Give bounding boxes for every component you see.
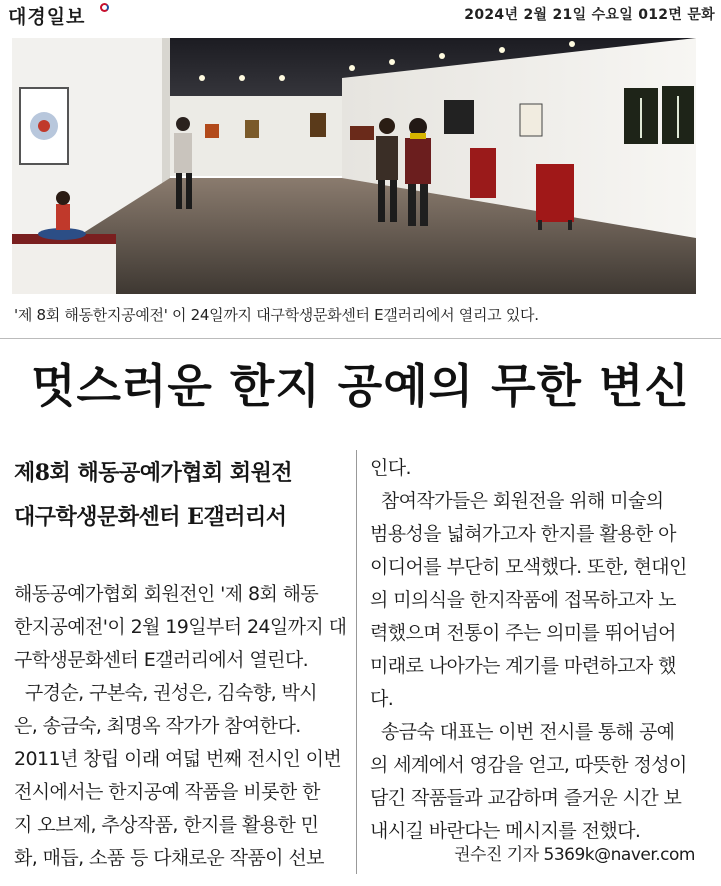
body-line: 한지공예전'이 2월 19일부터 24일까지 대 bbox=[14, 616, 347, 638]
body-line: 2011년 창립 이래 여덟 번째 전시인 이번 bbox=[14, 748, 342, 770]
body-line: 의 세계에서 영감을 얻고, 따뜻한 정성이 bbox=[370, 754, 687, 776]
body-line: 미래로 나아가는 계기를 마련하고자 했 bbox=[370, 655, 676, 677]
logo-mark-icon bbox=[100, 3, 109, 12]
article-body-right-column bbox=[370, 452, 687, 848]
body-line: 내시길 바란다는 메시지를 전했다. bbox=[370, 820, 641, 842]
caption-divider bbox=[0, 338, 721, 339]
reporter-byline: 권수진 기자 5369k@naver.com bbox=[454, 845, 695, 865]
body-line: 송금숙 대표는 이번 전시를 통해 공예 bbox=[370, 721, 675, 743]
photo-caption: '제 8회 해동한지공예전' 이 24일까지 대구학생문화센터 E갤러리에서 열리고 있다. bbox=[14, 306, 539, 324]
column-divider bbox=[356, 450, 357, 874]
body-line: 범용성을 넓혀가고자 한지를 활용한 아 bbox=[370, 523, 676, 545]
article-headline: 멋스러운 한지 공예의 무한 변신 bbox=[31, 359, 690, 413]
body-line: 구경순, 구본숙, 권성은, 김숙향, 박시 bbox=[14, 682, 317, 704]
body-line: 해동공예가협회 회원전인 '제 8회 해동 bbox=[14, 583, 319, 605]
body-line: 참여작가들은 회원전을 위해 미술의 bbox=[370, 490, 664, 512]
dateline: 2024년 2월 21일 수요일 012면 문화 bbox=[464, 7, 715, 23]
subheadline-2: 대구학생문화센터 E갤러리서 bbox=[14, 504, 287, 530]
body-line: 은, 송금숙, 최명옥 작가가 참여한다. bbox=[14, 715, 301, 737]
subheadline-1: 제8회 해동공예가협회 회원전 bbox=[14, 460, 293, 486]
body-line: 인다. bbox=[370, 457, 411, 479]
masthead bbox=[0, 0, 721, 30]
body-line: 전시에서는 한지공예 작품을 비롯한 한 bbox=[14, 781, 320, 803]
body-line: 화, 매듭, 소품 등 다채로운 작품이 선보 bbox=[14, 847, 324, 869]
body-line: 의 미의식을 한지작품에 접목하고자 노 bbox=[370, 589, 676, 611]
article-body-left-column bbox=[14, 578, 346, 875]
body-line: 담긴 작품들과 교감하며 즐거운 시간 보 bbox=[370, 787, 682, 809]
newspaper-logo: 대경일보 bbox=[8, 6, 86, 28]
body-line: 구학생문화센터 E갤러리에서 열린다. bbox=[14, 649, 309, 671]
body-line: 이디어를 부단히 모색했다. 또한, 현대인 bbox=[370, 556, 687, 578]
body-line: 다. bbox=[370, 688, 394, 710]
body-line: 력했으며 전통이 주는 의미를 뛰어넘어 bbox=[370, 622, 676, 644]
body-line: 지 오브제, 추상작품, 한지를 활용한 민 bbox=[14, 814, 319, 836]
gallery-photo bbox=[12, 38, 696, 294]
